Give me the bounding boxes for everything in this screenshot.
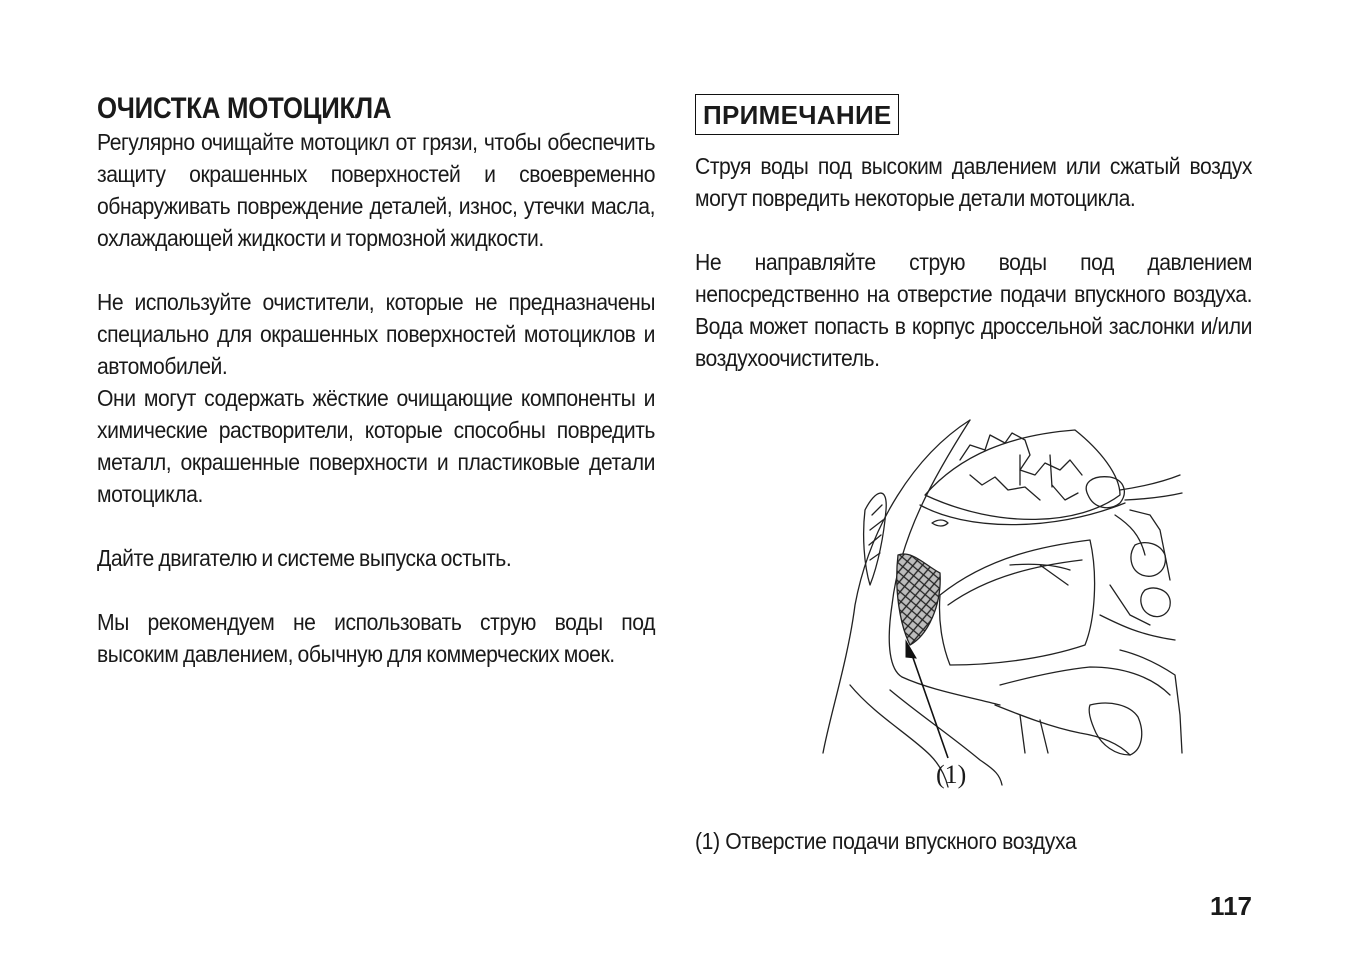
page-number: 117 bbox=[1210, 891, 1252, 921]
right-column bbox=[695, 92, 1252, 374]
note-label: ПРИМЕЧАНИЕ bbox=[695, 94, 899, 135]
paragraph-cleaning-intro: Регулярно очищайте мотоцикл от грязи, чтобы обеспечить защиту окрашенных поверхностей и своевременно обнаруживать повреждение деталей, износ, утечки масла, охлаждающей жидкости и тормозной жидкости. bbox=[97, 129, 656, 251]
note-paragraph-damage: Струя воды под высоким давлением или сжатый воздух могут повредить некоторые детали мотоцикла. bbox=[695, 153, 1253, 211]
left-column bbox=[97, 92, 655, 670]
figure-caption: (1) Отверстие подачи впускного воздуха bbox=[695, 828, 1077, 854]
callout-number: (1) bbox=[936, 760, 967, 789]
paragraph-cool-down: Дайте двигателю и системе выпуска остыть. bbox=[97, 545, 512, 571]
note-paragraph-intake: Не направляйте струю воды под давлением непосредственно на отверстие подачи впускного воздуха. Вода может попасть в корпус дроссельной заслонки и/или воздухоочиститель. bbox=[695, 249, 1253, 371]
paragraph-high-pressure: Мы рекомендуем не использовать струю воды под высоким давлением, обычную для коммерческих моек. bbox=[97, 609, 656, 667]
motorcycle-fairing-illustration bbox=[820, 415, 1185, 795]
paragraph-chemicals: Они могут содержать жёсткие очищающие компоненты и химические растворители, которые способны повредить металл, окрашенные поверхности и пластиковые детали мотоцикла. bbox=[97, 385, 656, 507]
paragraph-cleaners-warning: Не используйте очистители, которые не предназначены специально для окрашенных поверхностей мотоциклов и автомобилей. bbox=[97, 289, 656, 379]
section-title: ОЧИСТКА МОТОЦИКЛА bbox=[97, 92, 392, 125]
